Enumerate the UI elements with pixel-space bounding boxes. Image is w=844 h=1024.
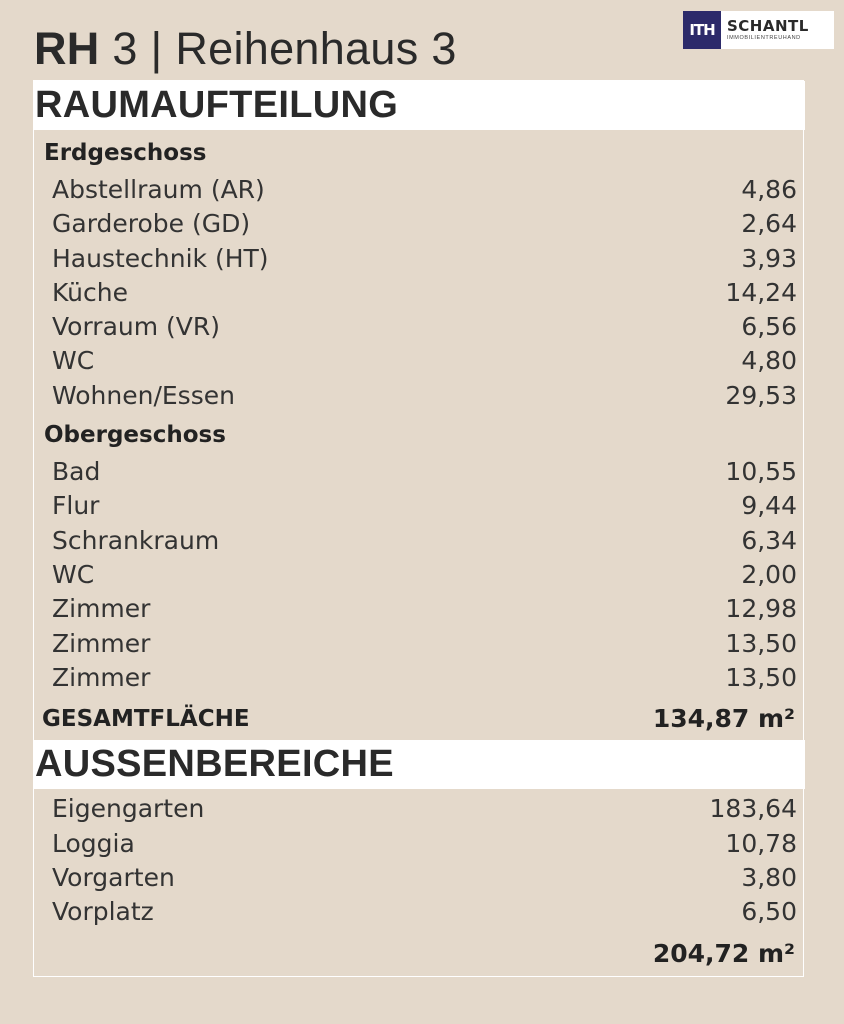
room-area: 2,00: [741, 560, 797, 589]
total-value: 204,72 m²: [652, 939, 795, 968]
room-area: 6,56: [741, 312, 797, 341]
total-row-aussenbereiche: [42, 937, 795, 971]
room-name: Haustechnik (HT): [52, 244, 269, 273]
title-rest: 3 | Reihenhaus 3: [99, 23, 457, 74]
total-value: 134,87 m²: [652, 704, 795, 733]
table-row: [52, 310, 797, 344]
table-row: [52, 627, 797, 661]
area-value: 183,64: [709, 794, 797, 823]
table-row: [52, 207, 797, 241]
area-name: Vorgarten: [52, 863, 175, 892]
table-row: [52, 861, 797, 895]
room-name: Küche: [52, 278, 128, 307]
logo-text: [721, 18, 809, 42]
room-name: Bad: [52, 457, 101, 486]
table-row: [52, 827, 797, 861]
area-value: 10,78: [725, 829, 797, 858]
room-name: Schrankraum: [52, 526, 220, 555]
brand-logo: [683, 11, 834, 49]
room-name: Wohnen/Essen: [52, 381, 235, 410]
room-area: 10,55: [725, 457, 797, 486]
area-value: 6,50: [741, 897, 797, 926]
area-name: Eigengarten: [52, 794, 205, 823]
room-area: 3,93: [741, 244, 797, 273]
room-area: 13,50: [725, 629, 797, 658]
logo-name: SCHANTL: [727, 17, 809, 35]
table-row: [52, 276, 797, 310]
page-title: [34, 22, 457, 76]
table-row: [52, 792, 797, 826]
section-heading-raumaufteilung: RAUMAUFTEILUNG: [33, 81, 805, 130]
room-area: 13,50: [725, 663, 797, 692]
room-name: WC: [52, 560, 95, 589]
table-row: [52, 895, 797, 929]
table-row: [52, 242, 797, 276]
logo-mark-icon: ITH: [683, 11, 721, 49]
room-name: Abstellraum (AR): [52, 175, 265, 204]
table-row: [52, 173, 797, 207]
table-row: [52, 661, 797, 695]
room-area: 4,80: [741, 346, 797, 375]
room-name: Zimmer: [52, 594, 151, 623]
room-area: 29,53: [725, 381, 797, 410]
table-row: [52, 489, 797, 523]
room-area: 9,44: [741, 491, 797, 520]
group-label-erdgeschoss: Erdgeschoss: [44, 140, 207, 166]
room-area: 14,24: [725, 278, 797, 307]
room-area: 2,64: [741, 209, 797, 238]
total-row-gesamtflaeche: [42, 702, 795, 736]
room-area: 12,98: [725, 594, 797, 623]
room-name: Zimmer: [52, 629, 151, 658]
area-name: Vorplatz: [52, 897, 154, 926]
title-prefix: RH: [34, 23, 100, 74]
table-row: [52, 558, 797, 592]
section-heading-aussenbereiche: AUSSENBEREICHE: [33, 740, 805, 789]
logo-subtitle: IMMOBILIENTREUHAND: [727, 35, 801, 41]
table-row: [52, 379, 797, 413]
table-row: [52, 344, 797, 378]
room-name: Vorraum (VR): [52, 312, 221, 341]
area-value: 3,80: [741, 863, 797, 892]
area-name: Loggia: [52, 829, 135, 858]
room-area: 6,34: [741, 526, 797, 555]
table-row: [52, 524, 797, 558]
room-area: 4,86: [741, 175, 797, 204]
room-name: Garderobe (GD): [52, 209, 251, 238]
table-row: [52, 455, 797, 489]
room-name: WC: [52, 346, 95, 375]
room-name: Zimmer: [52, 663, 151, 692]
total-label: GESAMTFLÄCHE: [42, 706, 250, 732]
table-row: [52, 592, 797, 626]
room-table-panel: [33, 80, 804, 977]
room-name: Flur: [52, 491, 100, 520]
group-label-obergeschoss: Obergeschoss: [44, 422, 226, 448]
